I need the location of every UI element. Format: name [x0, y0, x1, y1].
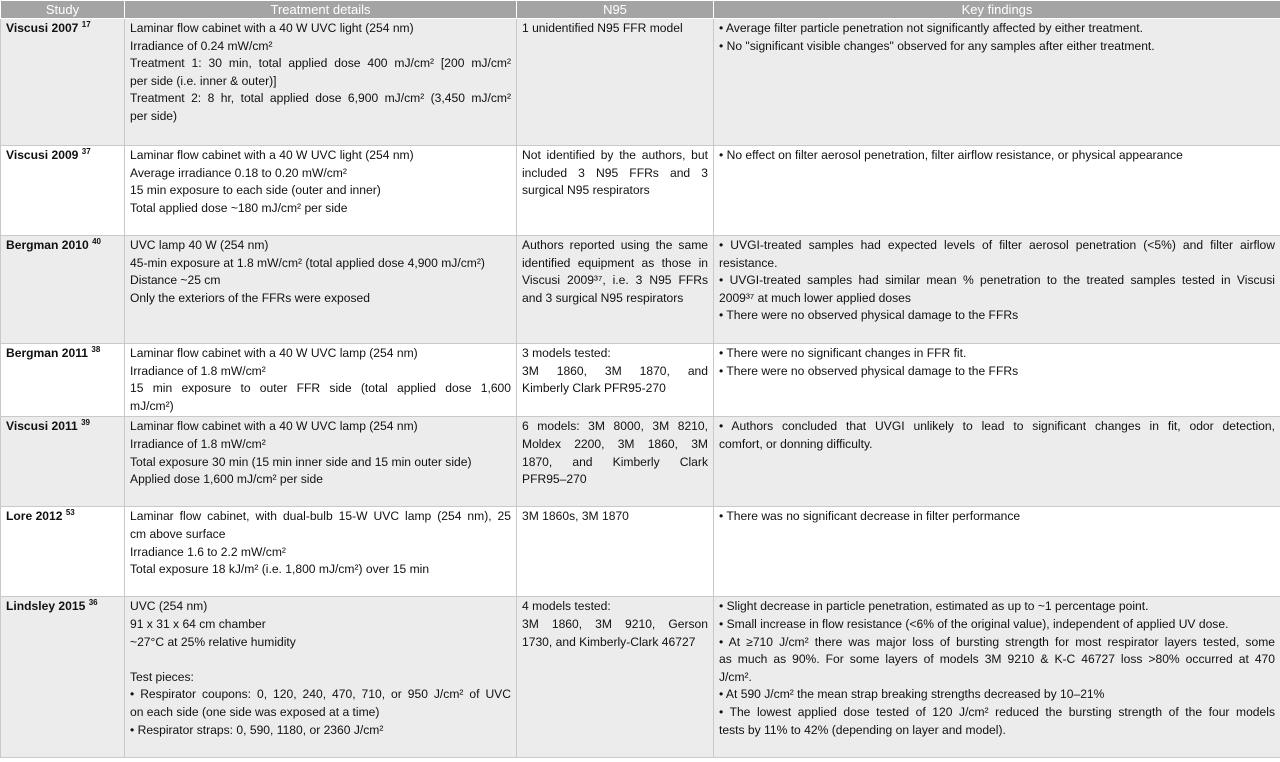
treatment-line: Irradiance of 0.24 mW/cm² — [130, 38, 273, 53]
study-name: Lindsley 2015 — [6, 599, 86, 614]
table-row — [1, 344, 1280, 417]
findings-cell — [714, 344, 1280, 417]
treatment-line: Total applied dose ~180 mJ/cm² per side — [130, 200, 348, 215]
n95-cell — [517, 507, 714, 597]
finding-line: 2009³⁷ at much lower applied doses — [719, 290, 911, 305]
treatment-line: Laminar flow cabinet with a 40 W UVC lamp (254 nm) — [130, 419, 418, 434]
finding-line: • At ≥710 J/cm² there was major loss of bursting strength for most respirator layers tested, some — [719, 634, 1275, 649]
finding-line: • Small increase in flow resistance (<6% of the original value), independent of applied UV dose. — [719, 616, 1229, 631]
finding-line: • UVGI-treated samples had similar mean % penetration to the treated samples tested in Viscusi — [719, 273, 1275, 288]
study-cell — [1, 146, 125, 236]
treatment-line: • Respirator coupons: 0, 120, 240, 470, 710, or 950 J/cm² of UVC — [130, 687, 511, 702]
treatment-line: Average irradiance 0.18 to 0.20 mW/cm² — [130, 165, 347, 180]
findings-cell — [714, 236, 1280, 344]
n95-line: included 3 N95 FFRs and 3 — [522, 165, 708, 180]
treatment-cell — [125, 19, 517, 146]
n95-line: 1730, and Kimberly-Clark 46727 — [522, 634, 696, 649]
finding-line: • There were no observed physical damage to the FFRs — [719, 308, 1019, 323]
finding-line: • Average filter particle penetration not significantly affected by either treatment. — [719, 21, 1143, 35]
findings-cell — [714, 417, 1280, 507]
header-row — [1, 1, 1280, 19]
reference-number: 53 — [65, 508, 75, 518]
finding-line: • The lowest applied dose tested of 120 J/cm² reduced the bursting strength of the four models — [719, 704, 1275, 719]
treatment-line: Irradiance 1.6 to 2.2 mW/cm² — [130, 544, 286, 559]
treatment-line: mJ/cm²) — [130, 398, 174, 413]
n95-line: identified equipment as those in — [522, 255, 708, 270]
finding-line: • No "significant visible changes" observed for any samples after either treatment. — [719, 38, 1155, 53]
n95-cell — [517, 344, 714, 417]
table-row — [1, 19, 1280, 146]
blank-line — [130, 651, 511, 669]
reference-number: 39 — [81, 418, 91, 428]
study-cell — [1, 417, 125, 507]
header-treatment-details: Treatment details — [125, 1, 517, 19]
reference-number: 38 — [91, 345, 101, 354]
n95-cell — [517, 236, 714, 344]
table-row — [1, 597, 1280, 758]
table-row — [1, 236, 1280, 344]
n95-line: Not identified by the authors, but — [522, 148, 708, 162]
n95-line: Moldex 2200, 3M 1860, 3M — [522, 436, 708, 451]
treatment-line: Treatment 1: 30 min, total applied dose 400 mJ/cm² [200 mJ/cm² — [130, 56, 511, 71]
n95-line: 3M 1860s, 3M 1870 — [522, 509, 629, 524]
study-name: Viscusi 2009 — [6, 148, 79, 162]
treatment-cell — [125, 236, 517, 344]
finding-line: • Authors concluded that UVGI unlikely to lead to significant changes in fit, odor detection, — [719, 419, 1275, 434]
header-key-findings: Key findings — [714, 1, 1280, 19]
treatment-line: Laminar flow cabinet with a 40 W UVC light (254 nm) — [130, 21, 414, 35]
treatment-line: Laminar flow cabinet with a 40 W UVC lamp (254 nm) — [130, 346, 418, 360]
n95-line: 4 models tested: — [522, 599, 611, 614]
treatment-cell — [125, 344, 517, 417]
finding-line: tests by 11% to 42% (depending on layer and model). — [719, 722, 1006, 737]
study-name: Lore 2012 — [6, 509, 63, 524]
n95-cell — [517, 417, 714, 507]
finding-line: • There was no significant decrease in filter performance — [719, 509, 1021, 524]
n95-line: surgical N95 respirators — [522, 183, 650, 198]
finding-line: • Slight decrease in particle penetration, estimated as up to ~1 percentage point. — [719, 599, 1149, 614]
n95-line: 3M 1860, 3M 1870, and — [522, 363, 708, 378]
treatment-line: 15 min exposure to each side (outer and inner) — [130, 183, 381, 198]
study-name: Bergman 2010 — [6, 238, 89, 252]
n95-line: PFR95–270 — [522, 472, 587, 487]
study-cell — [1, 344, 125, 417]
n95-line: 1 unidentified N95 FFR model — [522, 21, 683, 35]
study-cell — [1, 236, 125, 344]
n95-line: Authors reported using the same — [522, 238, 708, 252]
finding-line: • UVGI-treated samples had expected levels of filter aerosol penetration (<5%) and filter airflow — [719, 238, 1275, 252]
treatment-line: Distance ~25 cm — [130, 273, 221, 288]
reference-number: 37 — [81, 147, 91, 156]
treatment-line: Only the exteriors of the FFRs were exposed — [130, 290, 370, 305]
reference-number: 17 — [81, 20, 91, 29]
reference-number: 40 — [92, 237, 101, 246]
n95-line: Viscusi 2009³⁷, i.e. 3 N95 FFRs — [522, 273, 708, 288]
n95-line: 3 models tested: — [522, 346, 611, 360]
n95-line: 1870, and Kimberly Clark — [522, 454, 708, 469]
treatment-line: Laminar flow cabinet with a 40 W UVC light (254 nm) — [130, 148, 414, 162]
finding-line: • At 590 J/cm² the mean strap breaking strengths decreased by 10–21% — [719, 687, 1105, 702]
finding-line: resistance. — [719, 255, 778, 270]
findings-cell — [714, 507, 1280, 597]
treatment-line: Irradiance of 1.8 mW/cm² — [130, 436, 266, 451]
treatment-line: 15 min exposure to outer FFR side (total applied dose 1,600 — [130, 381, 511, 396]
table-row — [1, 507, 1280, 597]
treatment-line: • Respirator straps: 0, 590, 1180, or 2360 J/cm² — [130, 722, 384, 737]
treatment-line: Total exposure 18 kJ/m² (i.e. 1,800 mJ/cm²) over 15 min — [130, 562, 430, 577]
header-n95: N95 — [517, 1, 714, 19]
treatment-line: per side) — [130, 108, 178, 123]
finding-line: as much as 90%. For some layers of models 3M 9210 & K-C 46727 loss >80% occurred at 470 — [719, 652, 1275, 667]
n95-cell — [517, 19, 714, 146]
findings-cell — [714, 19, 1280, 146]
table-row — [1, 146, 1280, 236]
treatment-line: 91 x 31 x 64 cm chamber — [130, 616, 266, 631]
reference-number: 36 — [88, 598, 98, 608]
study-cell — [1, 507, 125, 597]
n95-line: 6 models: 3M 8000, 3M 8210, — [522, 419, 708, 434]
treatment-line: Test pieces: — [130, 669, 194, 684]
n95-line: 3M 1860, 3M 9210, Gerson — [522, 616, 708, 631]
treatment-line: cm above surface — [130, 526, 226, 541]
study-name: Bergman 2011 — [6, 346, 89, 360]
treatment-line: 45-min exposure at 1.8 mW/cm² (total applied dose 4,900 mJ/cm²) — [130, 255, 485, 270]
finding-line: • There were no significant changes in FFR fit. — [719, 346, 967, 360]
n95-line: Kimberly Clark PFR95-270 — [522, 381, 666, 396]
study-cell — [1, 19, 125, 146]
treatment-cell — [125, 417, 517, 507]
treatment-line: UVC lamp 40 W (254 nm) — [130, 238, 269, 252]
finding-line: • No effect on filter aerosol penetration, filter airflow resistance, or physical appearance — [719, 148, 1183, 162]
header-study: Study — [1, 1, 125, 19]
n95-cell — [517, 597, 714, 758]
finding-line: comfort, or donning difficulty. — [719, 436, 873, 451]
study-name: Viscusi 2011 — [6, 419, 78, 434]
treatment-line: Applied dose 1,600 mJ/cm² per side — [130, 472, 323, 487]
treatment-cell — [125, 146, 517, 236]
treatment-cell — [125, 597, 517, 758]
finding-line: J/cm². — [719, 669, 752, 684]
treatment-line: on each side (one side was exposed at a time) — [130, 704, 380, 719]
treatment-line: Total exposure 30 min (15 min inner side and 15 min outer side) — [130, 454, 472, 469]
treatment-line: ~27°C at 25% relative humidity — [130, 634, 296, 649]
study-name: Viscusi 2007 — [6, 21, 79, 35]
treatment-line: Irradiance of 1.8 mW/cm² — [130, 363, 266, 378]
treatment-line: Treatment 2: 8 hr, total applied dose 6,900 mJ/cm² (3,450 mJ/cm² — [130, 91, 511, 106]
n95-line: and 3 surgical N95 respirators — [522, 290, 684, 305]
findings-cell — [714, 597, 1280, 758]
treatment-line: per side (i.e. inner & outer)] — [130, 73, 277, 88]
table-row — [1, 417, 1280, 507]
study-cell — [1, 597, 125, 758]
n95-cell — [517, 146, 714, 236]
findings-cell — [714, 146, 1280, 236]
treatment-cell — [125, 507, 517, 597]
finding-line: • There were no observed physical damage to the FFRs — [719, 363, 1019, 378]
treatment-line: UVC (254 nm) — [130, 599, 208, 614]
treatment-line: Laminar flow cabinet, with dual-bulb 15-W UVC lamp (254 nm), 25 — [130, 509, 511, 524]
